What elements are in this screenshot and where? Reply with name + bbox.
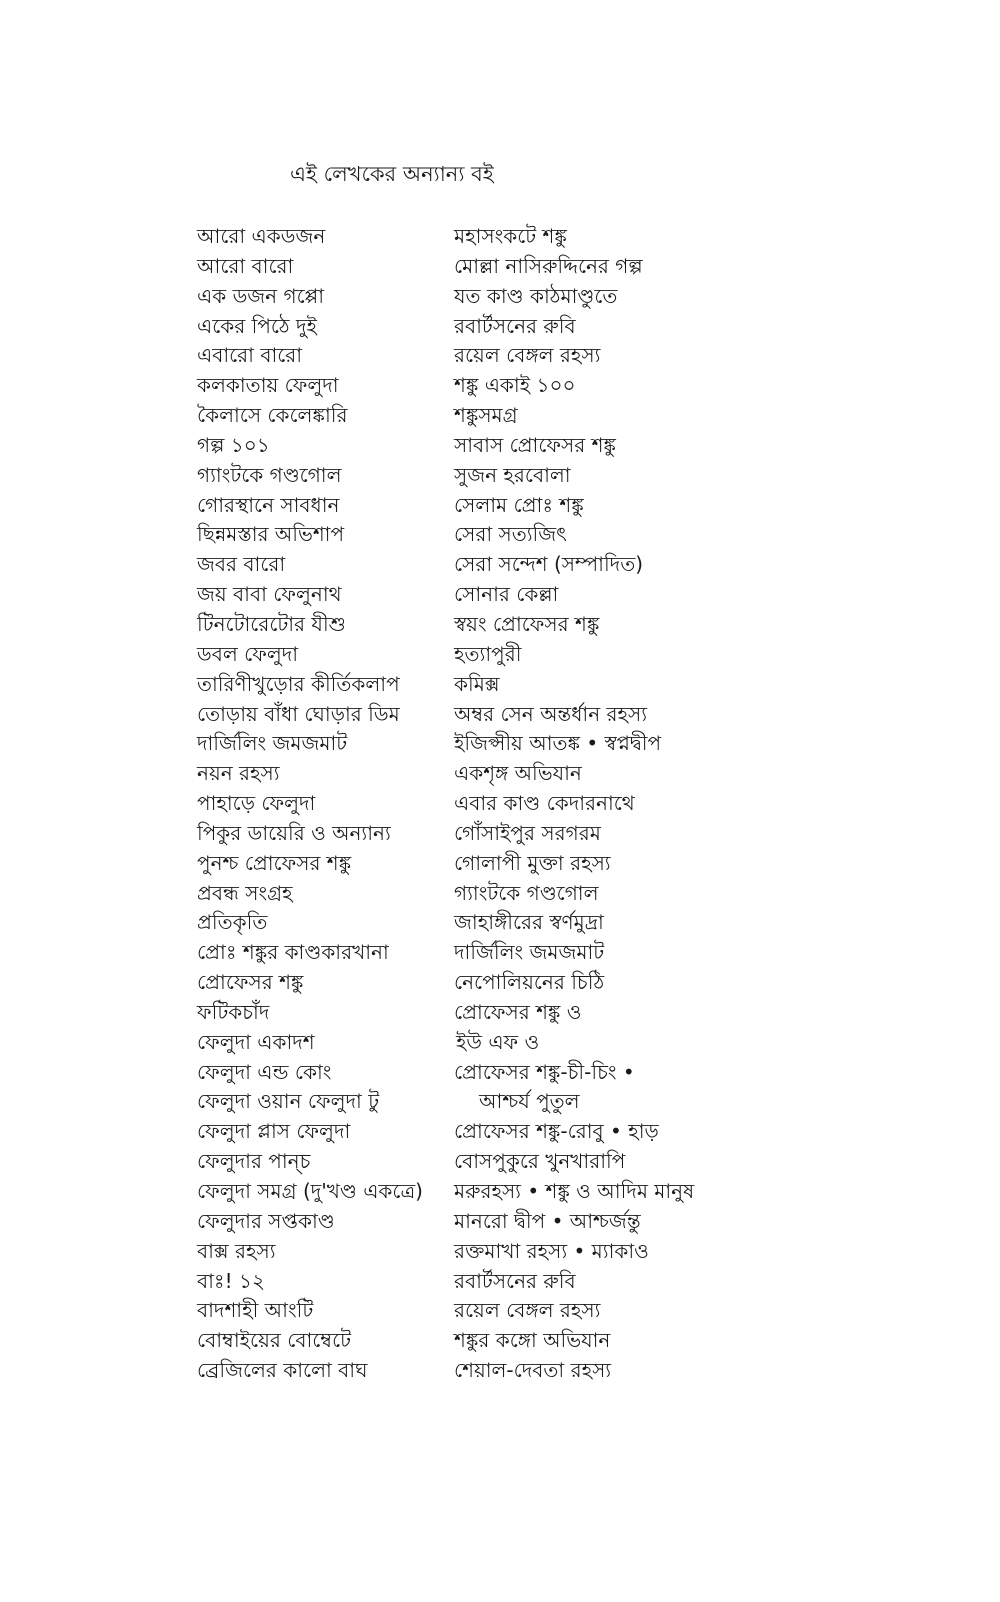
- book-title: নেপোলিয়নের চিঠি: [454, 970, 605, 995]
- book-list-right: [454, 222, 754, 1386]
- book-title: প্রবন্ধ সংগ্রহ: [197, 880, 293, 905]
- book-title: ফেলুদা এন্ড কোং: [197, 1059, 332, 1084]
- book-title: এবার কাণ্ড কেদারনাথে: [454, 791, 635, 816]
- book-title: সেলাম প্রোঃ শঙ্কু: [454, 492, 584, 517]
- book-title: রয়েল বেঙ্গল রহস্য: [454, 1298, 601, 1323]
- book-title: ফেলুদা সমগ্র (দু'খণ্ড একত্রে): [197, 1179, 423, 1203]
- book-title: পুনশ্চ প্রোফেসর শঙ্কু: [197, 850, 352, 875]
- book-title: ডবল ফেলুদা: [197, 641, 299, 666]
- book-title: গ্যাংটকে গণ্ডগোল: [197, 462, 342, 487]
- book-title: তারিণীখুড়োর কীর্তিকলাপ: [197, 671, 400, 696]
- book-title: গোঁসাইপুর সরগরম: [454, 820, 601, 845]
- book-title: ফেলুদার পান্চ: [197, 1149, 311, 1174]
- book-title: গোরস্থানে সাবধান: [197, 492, 340, 517]
- book-title: একের পিঠে দুই: [197, 313, 317, 338]
- book-title: প্রোফেসর শঙ্কু ও: [454, 999, 582, 1024]
- book-title: নয়ন রহস্য: [197, 761, 280, 786]
- book-title: প্রতিকৃতি: [197, 910, 268, 935]
- book-title: বাক্স রহস্য: [197, 1238, 276, 1263]
- book-title: পিকুর ডায়েরি ও অন্যান্য: [197, 820, 391, 845]
- book-title: গ্যাংটকে গণ্ডগোল: [454, 880, 599, 905]
- book-title: পাহাড়ে ফেলুদা: [197, 791, 316, 816]
- book-title: ইজিপ্সীয় আতঙ্ক • স্বপ্নদ্বীপ: [454, 731, 662, 756]
- book-title: ফেলুদা প্লাস ফেলুদা: [197, 1119, 351, 1144]
- book-title: ফেলুদা ওয়ান ফেলুদা টু: [197, 1089, 380, 1114]
- book-title: প্রোঃ শঙ্কুর কাণ্ডকারখানা: [197, 940, 389, 965]
- book-title: ফেলুদা একাদশ: [197, 1029, 315, 1054]
- book-title: মোল্লা নাসিরুদ্দিনের গল্প: [454, 253, 643, 278]
- book-title: বোম্বাইয়ের বোম্বেটে: [197, 1328, 352, 1353]
- book-title: শঙ্কুসমগ্র: [454, 403, 518, 428]
- book-title: বাদশাহী আংটি: [197, 1298, 314, 1323]
- book-title: কৈলাসে কেলেঙ্কারি: [197, 403, 348, 428]
- book-title: সেরা সন্দেশ (সম্পাদিত): [454, 552, 643, 577]
- book-title-continuation: আশ্চর্য পুতুল: [479, 1089, 580, 1114]
- book-title: রক্তমাখা রহস্য • ম্যাকাও: [454, 1238, 649, 1263]
- book-title: মানরো দ্বীপ • আশ্চর্জন্তু: [454, 1208, 641, 1233]
- book-list-left: [197, 222, 442, 1386]
- book-title: জবর বারো: [197, 552, 286, 577]
- book-title: টিনটোরেটোর যীশু: [197, 611, 346, 636]
- book-title: আরো বারো: [197, 253, 294, 278]
- book-title: সাবাস প্রোফেসর শঙ্কু: [454, 432, 616, 457]
- book-title: তোড়ায় বাঁধা ঘোড়ার ডিম: [197, 701, 400, 726]
- book-title: রবার্টসনের রুবি: [454, 1268, 576, 1293]
- book-title: শঙ্কুর কঙ্গো অভিযান: [454, 1328, 611, 1353]
- book-title: দার্জিলিং জমজমাট: [197, 731, 348, 756]
- book-title: ফটিকচাঁদ: [197, 999, 270, 1024]
- book-title: মরুরহস্য • শঙ্কু ও আদিম মানুষ: [454, 1179, 695, 1203]
- book-title: কলকাতায় ফেলুদা: [197, 373, 339, 398]
- book-title: শেয়াল-দেবতা রহস্য: [454, 1358, 612, 1383]
- book-title: শঙ্কু একাই ১০০: [454, 373, 576, 398]
- book-title: সোনার কেল্লা: [454, 582, 559, 607]
- page-heading: এই লেখকের অন্যান্য বই: [290, 162, 494, 186]
- book-title: আরো একডজন: [197, 224, 326, 248]
- book-title: দার্জিলিং জমজমাট: [454, 940, 605, 965]
- book-title: গোলাপী মুক্তা রহস্য: [454, 850, 611, 875]
- book-title: যত কাণ্ড কাঠমাণ্ডুতে: [454, 283, 618, 308]
- book-title: সেরা সত্যজিৎ: [454, 522, 567, 547]
- book-title: হত্যাপুরী: [454, 641, 522, 666]
- book-title: মহাসংকটে শঙ্কু: [454, 224, 567, 248]
- book-title: সুজন হরবোলা: [454, 462, 571, 487]
- book-title: প্রোফেসর শঙ্কু-রোবু • হাড়: [454, 1119, 659, 1144]
- book-title: এবারো বারো: [197, 343, 303, 368]
- book-title: প্রোফেসর শঙ্কু: [197, 970, 304, 995]
- book-title: রবার্টসনের রুবি: [454, 313, 576, 338]
- book-title: বোসপুকুরে খুনখারাপি: [454, 1149, 626, 1174]
- section-label-comics: কমিক্স: [454, 671, 500, 696]
- book-title: স্বয়ং প্রোফেসর শঙ্কু: [454, 611, 600, 636]
- book-title: প্রোফেসর শঙ্কু-চী-চিং •: [454, 1059, 635, 1084]
- book-title: এক ডজন গপ্পো: [197, 283, 324, 308]
- book-title: গল্প ১০১: [197, 432, 270, 457]
- book-title: ব্রেজিলের কালো বাঘ: [197, 1358, 368, 1383]
- book-title: অম্বর সেন অন্তর্ধান রহস্য: [454, 701, 648, 726]
- book-title: ছিন্নমস্তার অভিশাপ: [197, 522, 345, 547]
- book-title: ফেলুদার সপ্তকাণ্ড: [197, 1208, 335, 1233]
- book-title: একশৃঙ্গ অভিযান: [454, 761, 582, 786]
- book-title: জাহাঙ্গীরের স্বর্ণমুদ্রা: [454, 910, 604, 935]
- book-title: রয়েল বেঙ্গল রহস্য: [454, 343, 601, 368]
- book-title: জয় বাবা ফেলুনাথ: [197, 582, 342, 607]
- book-title: বাঃ! ১২: [197, 1268, 265, 1293]
- book-title-continuation: ইউ এফ ও: [456, 1029, 540, 1054]
